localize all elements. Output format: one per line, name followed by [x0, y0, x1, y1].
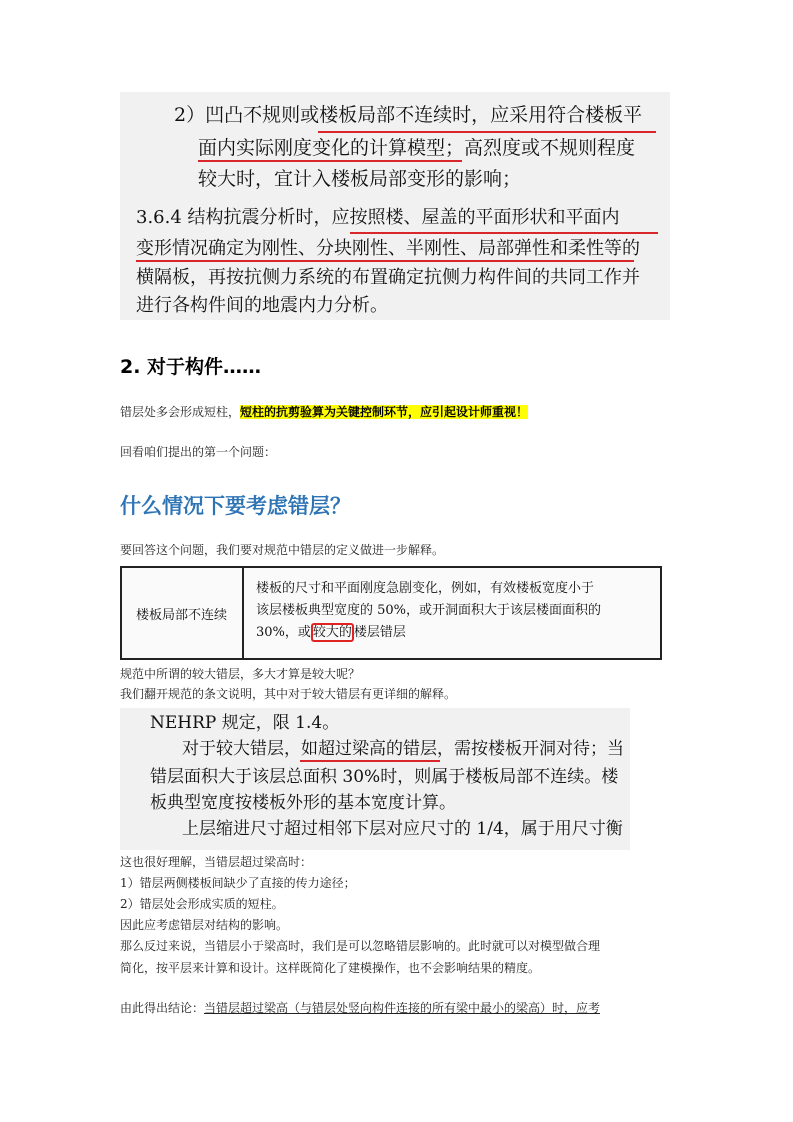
- explain-line4: 因此应考虑错层对结构的影响。: [120, 918, 289, 932]
- scan2-line5: 上层缩进尺寸超过相邻下层对应尺寸的 1/4，属于用尺寸衡: [182, 819, 623, 839]
- scan1-line3: 较大时，宜计入楼板局部变形的影响；: [198, 168, 522, 190]
- scan1-line5: 变形情况确定为刚性、分块刚性、半刚性、局部弹性和柔性等的: [136, 238, 640, 259]
- table-right-line3: 30%，或 较大的 楼层错层: [256, 625, 406, 640]
- table-right-line2: 该层楼板典型宽度的 50%，或开洞面积大于该层楼面面积的: [256, 603, 602, 618]
- explain-line3: 2）错层处会形成实质的短柱。: [120, 897, 284, 911]
- explain-line2: 1）错层两侧楼板间缺少了直接的传力途径；: [120, 876, 356, 890]
- highlighted-warning: 短柱的抗剪验算为关键控制环节，应引起设计师重视！: [240, 405, 529, 419]
- table-divider: [242, 568, 244, 658]
- conclusion-underlined: 当错层超过梁高（与错层处竖向构件连接的所有梁中最小的梁高）时，应考: [204, 1001, 601, 1015]
- scan2-line3: 错层面积大于该层总面积 30%时，则属于楼板局部不连续。楼: [150, 767, 619, 787]
- scan1-line4: 3.6.4 结构抗震分析时，应按照楼、屋盖的平面形状和平面内: [136, 207, 620, 228]
- scan2-line4: 板典型宽度按楼板外形的基本宽度计算。: [150, 793, 456, 813]
- explain-line1: 这也很好理解，当错层超过梁高时：: [120, 855, 313, 869]
- conclusion: 由此得出结论：当错层超过梁高（与错层处竖向构件连接的所有梁中最小的梁高）时，应考: [120, 1001, 601, 1015]
- scan1-line1: 2）凹凸不规则或楼板局部不连续时，应采用符合楼板平: [174, 104, 643, 126]
- look-back-paragraph: 回看咱们提出的第一个问题：: [120, 445, 277, 459]
- short-column-paragraph: 错层处多会形成短柱，短柱的抗剪验算为关键控制环节，应引起设计师重视！: [120, 405, 529, 419]
- scan1-line6: 横隔板，再按抗侧力系统的布置确定抗侧力构件间的共同工作并: [136, 267, 640, 288]
- scan-excerpt-2: [120, 708, 630, 850]
- red-underline: [198, 160, 462, 162]
- table-left-label: 楼板局部不连续: [136, 608, 228, 623]
- boxed-text: 较大的: [312, 625, 352, 640]
- question-intro: 要回答这个问题，我们要对规范中错层的定义做进一步解释。: [120, 543, 445, 557]
- after-table-line2: 我们翻开规范的条文说明，其中对于较大错层有更详细的解释。: [120, 687, 457, 701]
- scan1-line7: 进行各构件间的地震内力分析。: [136, 295, 388, 316]
- explain-line6: 简化，按平层来计算和设计。这样既简化了建模操作，也不会影响结果的精度。: [120, 961, 541, 975]
- definition-table: [120, 566, 662, 660]
- scan2-line1: NEHRP 规定，限 1.4。: [150, 713, 340, 733]
- table-right-line1: 楼板的尺寸和平面刚度急剧变化，例如，有效楼板宽度小于: [256, 581, 595, 596]
- question-heading: 什么情况下要考虑错层？: [120, 494, 351, 518]
- scan2-line2: 对于较大错层，如超过梁高的错层，需按楼板开洞对待；当: [182, 739, 624, 759]
- section-heading-components: 2. 对于构件……: [120, 356, 262, 378]
- after-table-line1: 规范中所谓的较大错层，多大才算是较大呢？: [120, 667, 361, 681]
- scan1-line2: 面内实际刚度变化的计算模型；高烈度或不规则程度: [198, 137, 636, 159]
- table-right-cell: [256, 578, 656, 644]
- explain-line5: 那么反过来说，当错层小于梁高时，我们是可以忽略错层影响的。此时就可以对模型做合理: [120, 939, 601, 953]
